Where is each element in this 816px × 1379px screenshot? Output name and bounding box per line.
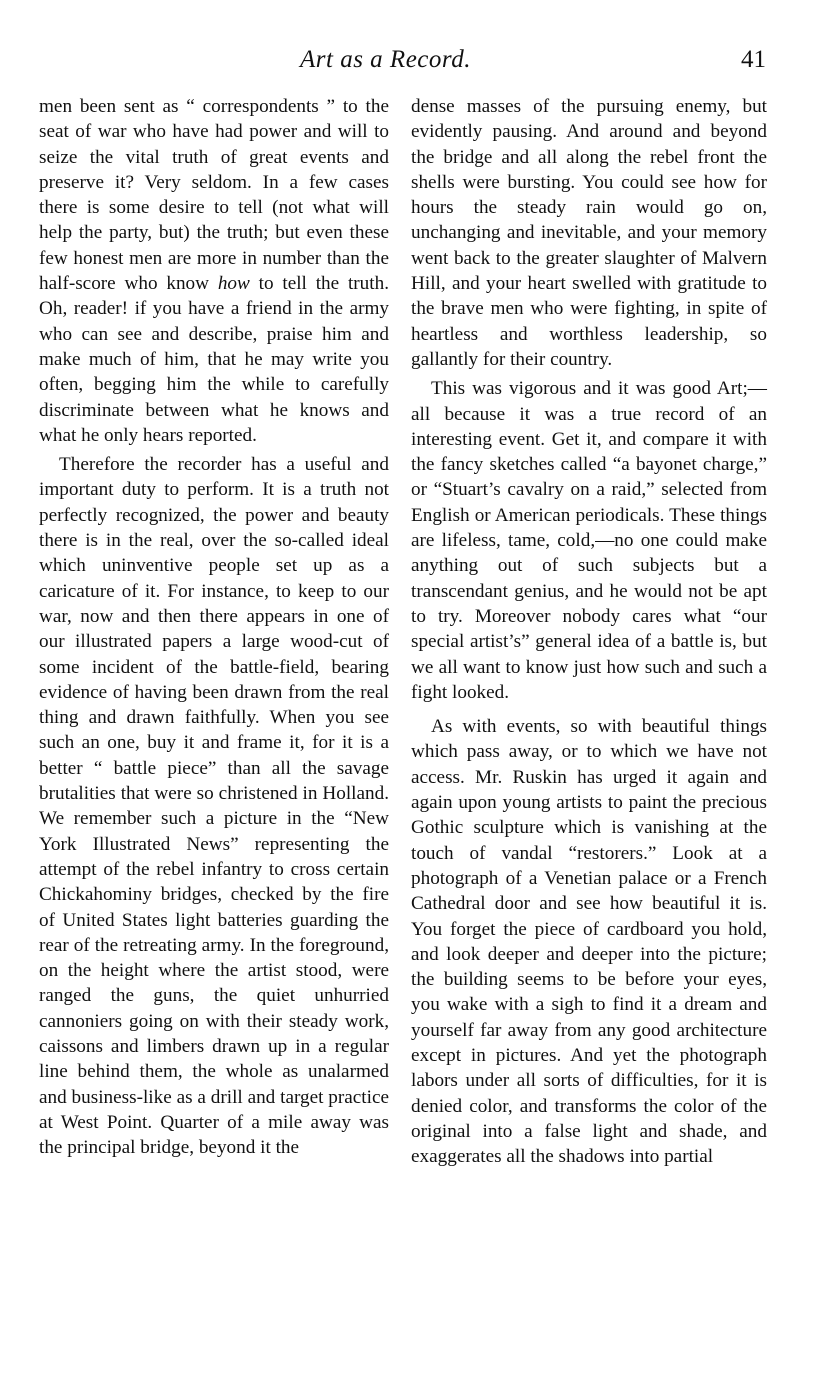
left-paragraph-1-text-a: men been sent as “ correspondents ” to the seat of war who have had power and will to seize the vital truth of great events and preserve it? Very seldom. In a few cases there is some desire to tell (not what will help the party, but) the truth; but even these few honest men are more in number than the half-score who know: [39, 96, 389, 295]
page-number: 41: [741, 46, 766, 73]
right-paragraph-3: As with events, so with beautiful things which pass away, or to which we have not access. Mr. Ruskin has urged it again and again upon young artists to paint the precious Gothic sculpture which is vanishing at the touch of vandal “restorers.” Look at a photograph of a Venetian palace or a French Cathedral door and see how beautiful it is. You forget the piece of cardboard you hold, and look deeper and deeper into the picture; the building seems to be before your eyes, you wake with a sigh to find it a dream and yourself far away from any good architecture except in pictures. And yet the photograph labors under all sorts of difficulties, for it is denied color, and transforms the color of the original into a false light and shade, and exaggerates all the shadows into partial: [411, 716, 767, 1168]
left-paragraph-1: [39, 94, 389, 448]
right-paragraph-2: This was vigorous and it was good Art;—all because it was a true record of an interesting event. Get it, and compare it with the fancy sketches called “a bayonet charge,” or “Stuart’s cavalry on a raid,” selected from English or American periodicals. These things are lifeless, tame, cold,—no one could make anything out of such subjects but a transcendant genius, and he would not be apt to try. Moreover nobody cares what “our special artist’s” general idea of a battle is, but we all want to know just how such and such a fight looked.: [411, 378, 767, 703]
emphasis-how: how: [217, 273, 250, 295]
right-column: [411, 94, 767, 1169]
running-title: Art as a Record.: [300, 46, 471, 73]
left-paragraph-2: Therefore the recorder has a useful and important duty to perform. It is a truth not perfectly recognized, the power and beauty there is in the real, over the so-called ideal which uninventive people set up as a caricature of it. For instance, to keep to our war, now and then there appears in one of our illustrated papers a large wood-cut of some incident of the battle-field, bearing evidence of having been drawn from the real thing and drawn faithfully. When you see such an one, buy it and frame it, for it is a better “ battle piece” than all the savage brutalities that were so christened in Holland. We remember such a picture in the “New York Illustrated News” representing the attempt of the rebel infantry to cross certain Chickahominy bridges, checked by the fire of United States light batteries guarding the rear of the retreating army. In the foreground, on the height where the artist stood, were ranged the guns, the quiet unhurried cannoniers going on with their steady work, caissons and limbers drawn up in a regular line behind them, the whole as unalarmed and business-like as a drill and target practice at West Point. Quarter of a mile away was the principal bridge, beyond it the: [39, 454, 389, 1159]
left-paragraph-1-text-b: to tell the truth. Oh, reader! if you have a friend in the army who can see and describe, praise him and make much of him, that he may write you often, begging him the while to carefully discriminate between what he knows and what he only hears reported.: [39, 273, 389, 446]
left-column: [39, 94, 389, 1160]
right-paragraph-1: dense masses of the pursuing enemy, but evidently pausing. And around and beyond the bridge and all along the rebel front the shells were bursting. You could see how for hours the steady rain would go on, unchanging and inevitable, and your memory went back to the greater slaughter of Malvern Hill, and your heart swelled with gratitude to the brave men who were fighting, in spite of heartless and worthless leadership, so gallantly for their country.: [411, 96, 767, 370]
